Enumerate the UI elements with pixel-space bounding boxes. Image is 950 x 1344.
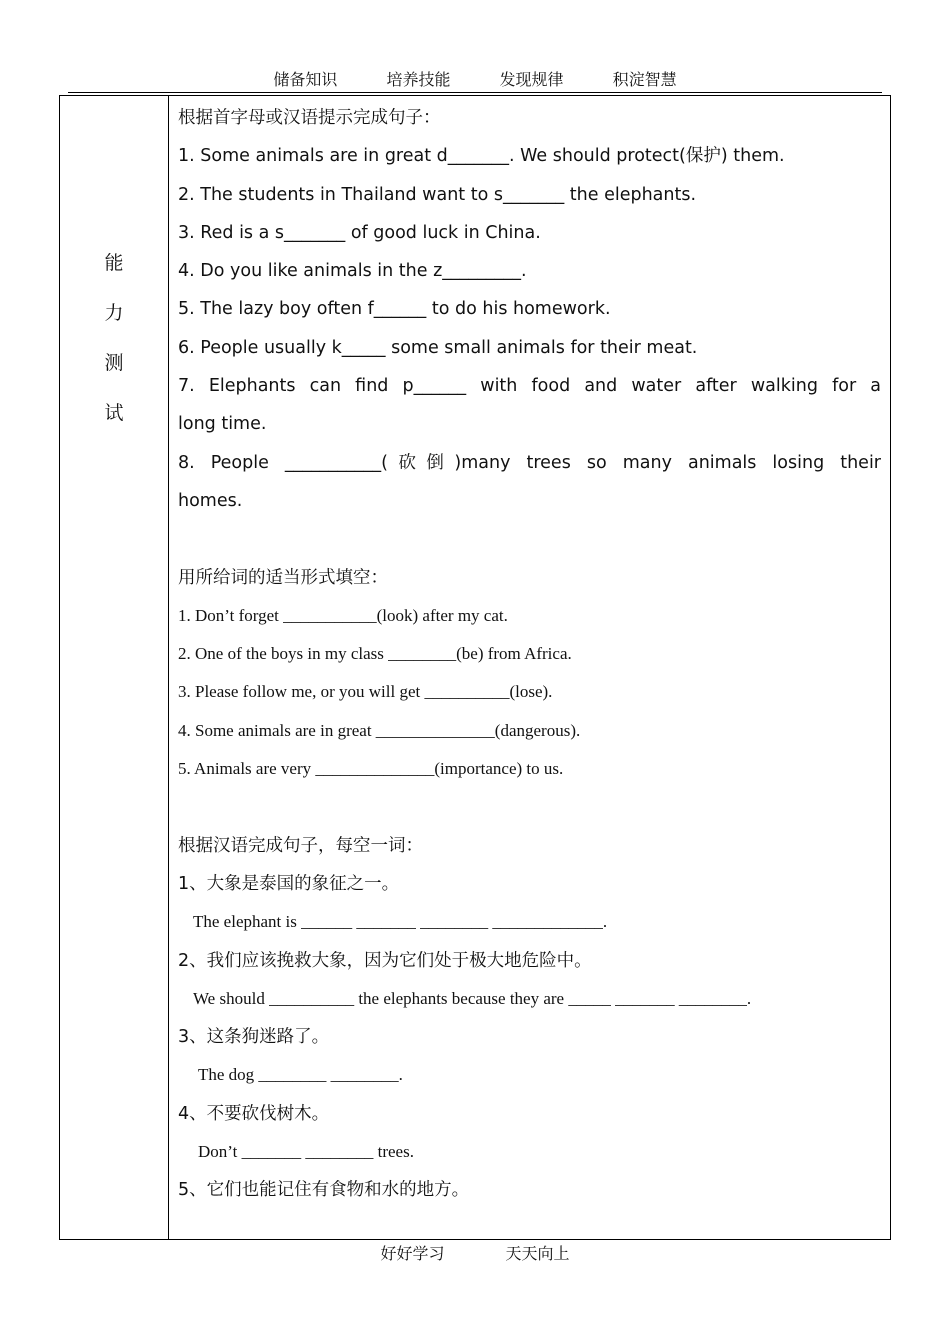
side-title xyxy=(60,238,168,438)
section1-item-4: 4. Do you like animals in the z_________. xyxy=(178,261,527,282)
page-footer xyxy=(0,1242,950,1266)
section3-question-1: 1、大象是泰国的象征之一。 xyxy=(178,873,400,894)
side-title-char: 试 xyxy=(104,402,124,424)
worksheet-table xyxy=(59,95,891,1240)
section2-item-5: 5. Animals are very ______________(importance) to us. xyxy=(178,759,564,779)
section2-title: 用所给词的适当形式填空： xyxy=(178,567,388,588)
header-motto-3: 发现规律 xyxy=(499,70,564,89)
section3-question-2: 2、我们应该挽救大象，因为它们处于极大地危险中。 xyxy=(178,950,592,971)
side-column xyxy=(60,96,169,1239)
spacer xyxy=(178,788,881,826)
section2-item-3: 3. Please follow me, or you will get __________(lose). xyxy=(178,682,553,702)
section2-item-4: 4. Some animals are in great ______________(dangerous). xyxy=(178,720,581,740)
section1-item-5: 5. The lazy boy often f______ to do his homework. xyxy=(178,299,611,320)
section1-item-1: 1. Some animals are in great d_______. We should protect(保护) them. xyxy=(178,146,785,167)
section3-answer-2: We should __________ the elephants because they are _____ _______ ________. xyxy=(193,988,752,1008)
section1-item-8: 8. People ___________(砍倒)many trees so many animals losing their xyxy=(178,452,881,473)
page-header xyxy=(68,68,882,93)
exercise-content xyxy=(178,99,881,1210)
side-title-char: 测 xyxy=(104,352,124,374)
section1-item-7: 7. Elephants can find p______ with food and water after walking for a xyxy=(178,376,881,397)
header-motto-1: 储备知识 xyxy=(273,70,338,89)
section1-item-7-cont: long time. xyxy=(178,414,267,435)
side-title-char: 能 xyxy=(104,252,124,274)
section1-title: 根据首字母或汉语提示完成句子： xyxy=(178,108,441,128)
section2-item-1: 1. Don’t forget ___________(look) after my cat. xyxy=(178,605,508,625)
footer-motto-1: 好好学习 xyxy=(380,1244,445,1263)
footer-motto-2: 天天向上 xyxy=(505,1244,570,1263)
section2-item-2: 2. One of the boys in my class ________(be) from Africa. xyxy=(178,644,572,664)
section3-answer-1: The elephant is ______ _______ ________ _____________. xyxy=(193,912,608,932)
section3-question-3: 3、这条狗迷路了。 xyxy=(178,1027,330,1048)
header-motto-4: 积淀智慧 xyxy=(612,70,677,89)
section3-answer-3: The dog ________ ________. xyxy=(198,1065,403,1085)
section3-answer-4: Don’t _______ ________ trees. xyxy=(198,1142,414,1162)
section3-title: 根据汉语完成句子，每空一词： xyxy=(178,835,423,856)
section1-item-2: 2. The students in Thailand want to s_______ the elephants. xyxy=(178,184,697,205)
section3-question-5: 5、它们也能记住有食物和水的地方。 xyxy=(178,1180,470,1201)
section1-item-3: 3. Red is a s_______ of good luck in China. xyxy=(178,222,541,243)
spacer xyxy=(178,520,881,558)
header-motto-2: 培养技能 xyxy=(386,70,451,89)
side-title-char: 力 xyxy=(104,302,124,324)
section3-question-4: 4、不要砍伐树木。 xyxy=(178,1103,330,1124)
section1-item-8-cont: homes. xyxy=(178,490,243,511)
section1-item-6: 6. People usually k_____ some small animals for their meat. xyxy=(178,337,698,358)
